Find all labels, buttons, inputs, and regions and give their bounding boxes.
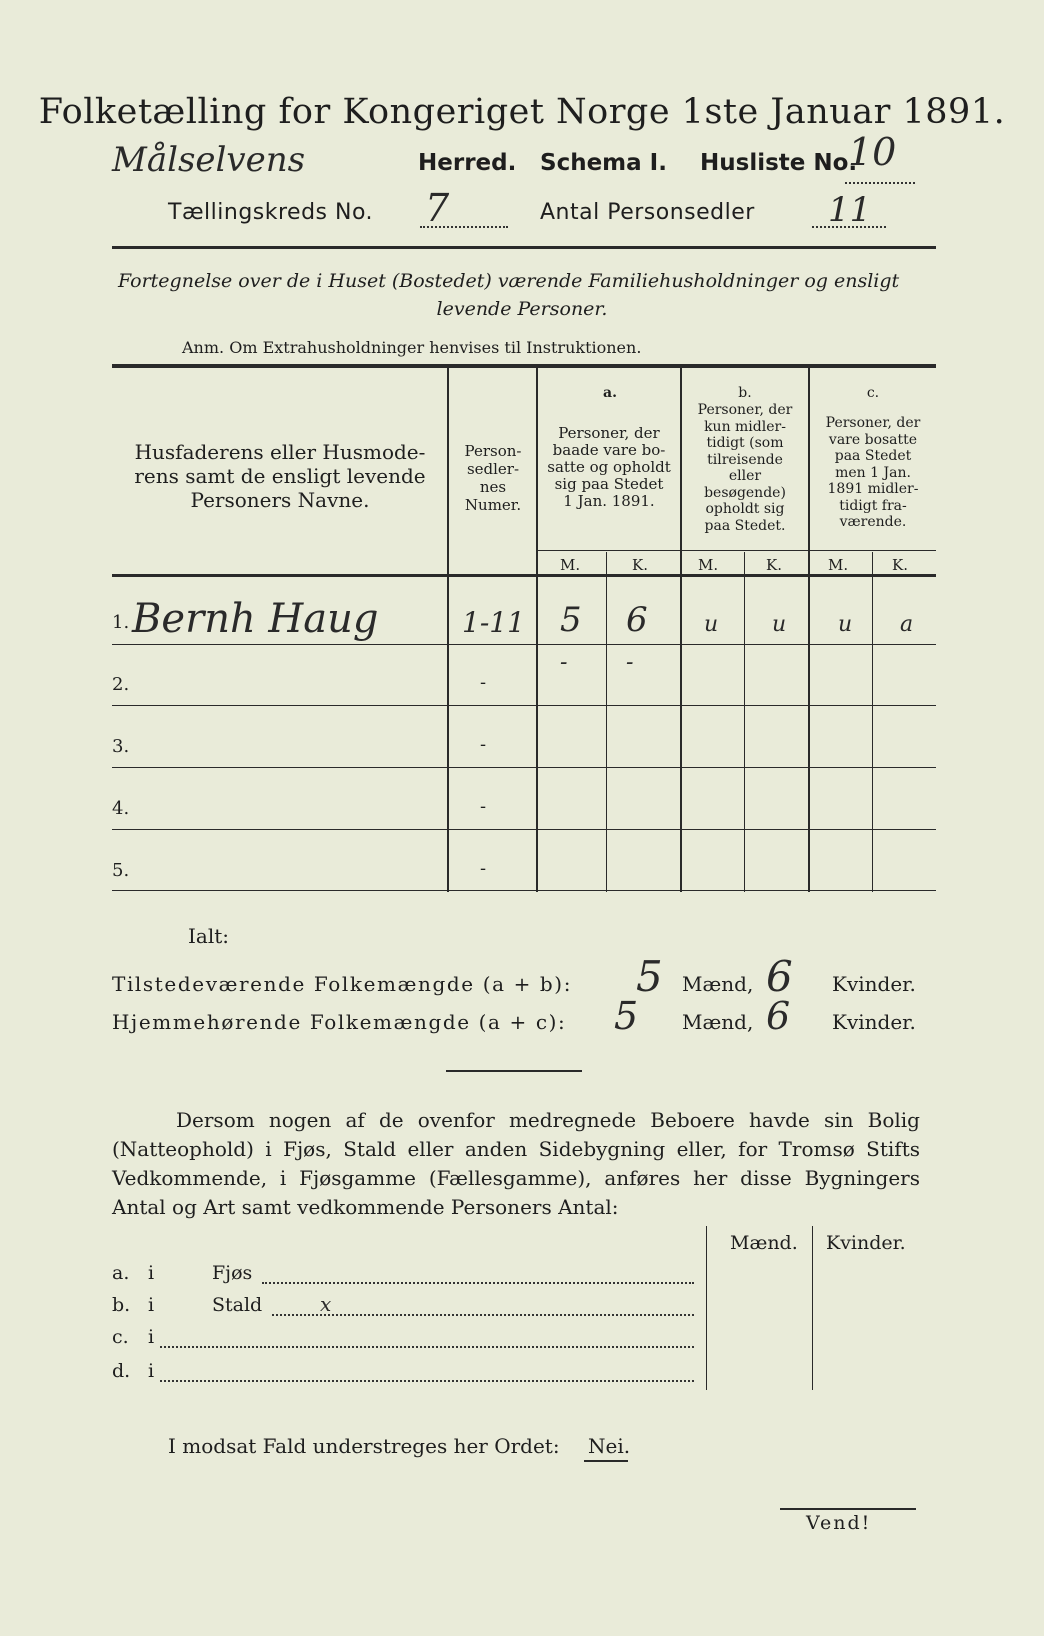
bygning-i: i: [148, 1262, 155, 1284]
bygning-i: i: [148, 1326, 155, 1348]
row-b-m: u: [704, 612, 719, 637]
row-sedler: -: [480, 734, 487, 755]
col-a-header: Personer, der baade vare bo- satte og opholdt sig paa Stedet 1 Jan. 1891.: [547, 424, 671, 510]
col-b-header: Personer, der kun midler- tidigt (som tilreisende eller besøgende) opholdt sig paa Stedet.: [697, 402, 793, 534]
table-header-rule: [112, 574, 936, 577]
bygning-dotline: [262, 1282, 694, 1284]
husliste-value: 10: [848, 130, 897, 174]
bygning-dotline: [160, 1380, 694, 1382]
bygning-kvinder-col: Kvinder.: [826, 1232, 906, 1254]
herred-label: Herred.: [418, 150, 517, 176]
row-number: 2.: [112, 674, 130, 695]
tilstede-label: Tilstedeværende Folkemængde (a + b):: [112, 972, 573, 996]
row-rule-1: [112, 644, 936, 645]
intro-line2: levende Personer.: [436, 298, 608, 320]
col-line-a-mk: [606, 552, 607, 892]
bygning-maend-col: Mænd.: [730, 1232, 798, 1254]
herred-value: Målselvens: [112, 140, 306, 180]
nei-word: Nei.: [588, 1434, 631, 1458]
hjemme-kvinder-label: Kvinder.: [832, 1010, 916, 1034]
bygning-col-line-2: [812, 1226, 813, 1390]
row-number: 4.: [112, 798, 130, 819]
row-sedler: 1-11: [462, 606, 525, 639]
row-a-m: 5: [560, 600, 582, 640]
hjemme-kvinder-value: 6: [766, 994, 791, 1038]
row-rule-4: [112, 829, 936, 830]
separator-rule: [446, 1070, 582, 1072]
intro-line1: Fortegnelse over de i Huset (Bostedet) værende Familiehusholdninger og ensligt: [118, 270, 900, 292]
mk-rule: [536, 550, 936, 551]
row-name: Bernh Haug: [132, 596, 379, 642]
tilstede-kvinder-value: 6: [766, 952, 793, 1001]
row-a-k: 6: [626, 600, 648, 640]
husliste-label: Husliste No.: [700, 150, 858, 176]
row-a-m: -: [560, 650, 568, 675]
a-m-label: M.: [560, 556, 581, 574]
row-rule-5: [112, 890, 936, 891]
tilstede-maend-label: Mænd,: [682, 972, 754, 996]
hjemme-label: Hjemmehørende Folkemængde (a + c):: [112, 1010, 567, 1034]
bygning-letter: a.: [112, 1262, 130, 1284]
row-rule-3: [112, 767, 936, 768]
antal-dotline: [812, 226, 886, 228]
col-c-letter: c.: [866, 385, 880, 401]
nei-underline: [584, 1460, 628, 1462]
bygning-label: Fjøs: [212, 1262, 253, 1284]
row-number: 5.: [112, 860, 130, 881]
col-num-header: Person- sedler- nes Numer.: [464, 442, 522, 514]
form-title: Folketælling for Kongeriget Norge 1ste Januar 1891.: [38, 92, 1006, 132]
row-sedler: -: [480, 858, 487, 879]
bygning-letter: c.: [112, 1326, 129, 1348]
tilstede-kvinder-label: Kvinder.: [832, 972, 916, 996]
col-line-b-mk: [744, 552, 745, 892]
hjemme-maend-label: Mænd,: [682, 1010, 754, 1034]
anm-note: Anm. Om Extrahusholdninger henvises til Instruktionen.: [182, 338, 642, 357]
col-line-c-mk: [872, 552, 873, 892]
antal-label: Antal Personsedler: [540, 200, 755, 225]
vend-rule: [780, 1508, 916, 1510]
row-c-m: u: [838, 612, 853, 637]
tilstede-maend-value: 5: [636, 952, 663, 1001]
bygning-i: i: [148, 1294, 155, 1316]
vend-text: Vend!: [806, 1512, 872, 1534]
bygning-letter: b.: [112, 1294, 131, 1316]
col-b-letter: b.: [738, 385, 752, 401]
row-number: 1.: [112, 612, 130, 633]
b-m-label: M.: [698, 556, 719, 574]
schema-label: Schema I.: [540, 150, 667, 176]
antal-value: 11: [828, 190, 872, 230]
col-name-header: Husfaderens eller Husmode- rens samt de ensligt levende Personers Navne.: [134, 440, 426, 512]
row-a-k: -: [626, 650, 634, 675]
a-k-label: K.: [632, 556, 648, 574]
kreds-label: Tællingskreds No.: [168, 200, 374, 225]
col-a-letter: a.: [603, 385, 617, 401]
bygning-i: i: [148, 1360, 155, 1382]
bygning-col-line-1: [706, 1226, 707, 1390]
bygning-dotline: [272, 1314, 694, 1316]
kreds-dotline: [420, 226, 508, 228]
bygning-dotline: [160, 1346, 694, 1348]
col-line-1: [447, 368, 449, 892]
modsat-text: I modsat Fald understreges her Ordet:: [168, 1434, 560, 1458]
header-rule: [112, 246, 936, 249]
row-b-k: u: [772, 612, 787, 637]
row-sedler: -: [480, 672, 487, 693]
bygning-label: Stald: [212, 1294, 263, 1316]
hjemme-maend-value: 5: [614, 994, 639, 1038]
bygning-mark: x: [320, 1292, 332, 1316]
bygning-letter: d.: [112, 1360, 131, 1382]
kreds-value: 7: [425, 186, 450, 230]
row-rule-2: [112, 705, 936, 706]
husliste-dotline: [845, 182, 915, 184]
ialt-label: Ialt:: [188, 924, 229, 948]
c-k-label: K.: [892, 556, 908, 574]
bygning-paragraph: Dersom nogen af de ovenfor medregnede Beboere havde sin Bolig (Natteophold) i Fjøs, Stald eller anden Sidebygning eller, for Tromsø Stifts Vedkommende, i Fjøsgamme (Fællesgamme), anføres her disse Bygningers Antal og Art samt vedkommende Personers Antal:: [112, 1108, 920, 1219]
b-k-label: K.: [766, 556, 782, 574]
c-m-label: M.: [828, 556, 849, 574]
table-top-rule: [112, 364, 936, 368]
row-sedler: -: [480, 796, 487, 817]
row-number: 3.: [112, 736, 130, 757]
col-c-header: Personer, der vare bosatte paa Stedet men 1 Jan. 1891 midler- tidigt fra- værende.: [825, 415, 921, 530]
row-c-k: a: [900, 612, 914, 637]
